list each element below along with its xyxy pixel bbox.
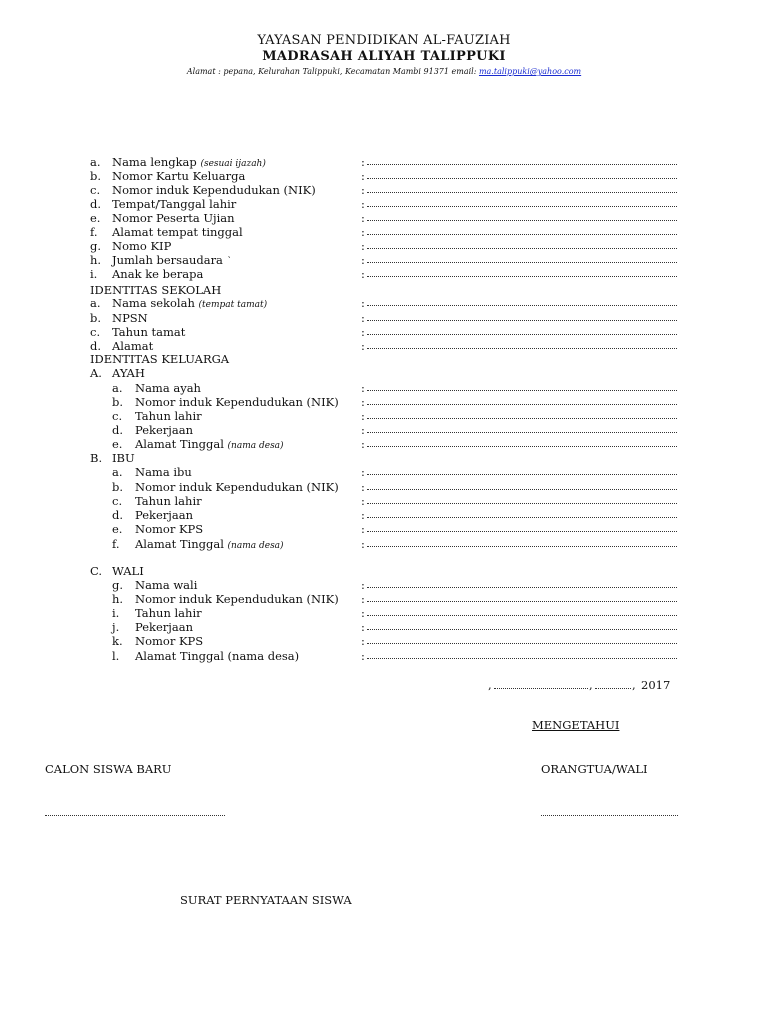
field-colon: : (361, 211, 365, 225)
item-label-text: Tempat/Tanggal lahir (112, 197, 237, 211)
guardian-item-row (0, 578, 768, 592)
item-marker: b. (90, 311, 102, 325)
guardian-item-row (0, 606, 768, 620)
personal-item-row (0, 253, 768, 267)
fill-in-line[interactable] (367, 404, 677, 405)
student-sign-label: CALON SISWA BARU (45, 762, 172, 776)
field-colon: : (361, 339, 365, 353)
item-label-text: Tahun lahir (135, 409, 202, 423)
mother-item-row (0, 522, 768, 536)
field-colon: : (361, 508, 365, 522)
fill-in-line[interactable] (367, 192, 677, 193)
item-marker: C. (90, 564, 103, 578)
field-colon: : (361, 239, 365, 253)
item-label-text: Nama sekolah (112, 296, 195, 310)
mother-item-row (0, 494, 768, 508)
field-colon: : (361, 465, 365, 479)
fill-in-line[interactable] (367, 234, 677, 235)
item-label-text: NPSN (112, 311, 148, 325)
field-colon: : (361, 225, 365, 239)
field-colon: : (361, 253, 365, 267)
field-colon: : (361, 325, 365, 339)
field-colon: : (361, 183, 365, 197)
school-item-row (0, 296, 768, 310)
father-item-row (0, 381, 768, 395)
item-label-text: IDENTITAS SEKOLAH (90, 283, 222, 297)
fill-in-line[interactable] (367, 615, 677, 616)
item-marker: d. (90, 197, 102, 211)
fill-in-line[interactable] (367, 432, 677, 433)
item-marker: f. (90, 225, 98, 239)
parent-sign-label: ORANGTUA/WALI (541, 762, 648, 776)
date-comma-1: , (488, 678, 492, 692)
personal-item-row (0, 225, 768, 239)
item-note: (nama desa) (227, 541, 284, 551)
item-label-text: Nomor KPS (135, 522, 204, 536)
item-marker: i. (90, 267, 98, 281)
school-item-row (0, 339, 768, 353)
item-label-text: Nomor induk Kependudukan (NIK) (112, 183, 316, 197)
item-label-text: Alamat tempat tinggal (112, 225, 243, 239)
fill-in-line[interactable] (367, 262, 677, 263)
field-colon: : (361, 494, 365, 508)
item-label-text: WALI (112, 564, 144, 578)
father-item-row (0, 409, 768, 423)
ibu-heading (0, 451, 768, 465)
item-label-text: Alamat Tinggal (135, 537, 224, 551)
item-label-text: Nomo KIP (112, 239, 172, 253)
item-label-text: Tahun tamat (112, 325, 186, 339)
item-label-text: Alamat Tinggal (135, 437, 224, 451)
personal-item-row (0, 169, 768, 183)
item-marker: a. (90, 296, 101, 310)
school-name: MADRASAH ALIYAH TALIPPUKI (262, 49, 506, 64)
fill-in-line[interactable] (367, 601, 677, 602)
personal-item-row (0, 267, 768, 281)
father-item-row (0, 437, 768, 451)
item-label-text: Nama ayah (135, 381, 201, 395)
item-label-text: Nama lengkap (112, 155, 197, 169)
item-label (112, 267, 203, 283)
item-label-text: Nama ibu (135, 465, 192, 479)
fill-in-line[interactable] (367, 489, 677, 490)
personal-item-row (0, 211, 768, 225)
fill-in-line[interactable] (367, 320, 677, 321)
field-colon: : (361, 267, 365, 281)
fill-in-line[interactable] (367, 164, 677, 165)
mother-item-row (0, 508, 768, 522)
field-colon: : (361, 578, 365, 592)
fill-in-line[interactable] (367, 305, 677, 306)
item-note: (tempat tamat) (198, 300, 268, 310)
item-marker: e. (112, 437, 123, 451)
item-label-text: Anak ke berapa (112, 267, 204, 281)
item-marker: b. (112, 480, 124, 494)
school-item-row (0, 311, 768, 325)
personal-item-row (0, 197, 768, 211)
item-label-text: Pekerjaan (135, 423, 193, 437)
date-day-line[interactable] (595, 688, 631, 689)
item-label (112, 366, 145, 380)
item-label-text: Alamat Tinggal (nama desa) (135, 649, 300, 663)
item-marker: b. (112, 395, 124, 409)
item-label-text: IBU (112, 451, 135, 465)
item-label-text: Alamat (112, 339, 154, 353)
item-marker: c. (112, 409, 123, 423)
item-marker: l. (112, 649, 120, 663)
fill-in-line[interactable] (367, 276, 677, 277)
item-marker: j. (112, 620, 120, 634)
item-label (90, 352, 229, 366)
item-label-text: Nomor Peserta Ujian (112, 211, 235, 225)
guardian-item-row (0, 620, 768, 634)
date-comma-3: , (632, 678, 636, 692)
item-marker: f. (112, 537, 120, 551)
field-colon: : (361, 592, 365, 606)
item-note: (sesuai ijazah) (200, 159, 266, 169)
fill-in-line[interactable] (367, 643, 677, 644)
item-marker: e. (90, 211, 101, 225)
item-marker: g. (90, 239, 102, 253)
fill-in-line[interactable] (367, 474, 677, 475)
item-marker: h. (112, 592, 124, 606)
fill-in-line[interactable] (367, 206, 677, 207)
fill-in-line[interactable] (367, 517, 677, 518)
item-label (90, 283, 221, 297)
fill-in-line[interactable] (367, 531, 677, 532)
item-marker: h. (90, 253, 102, 267)
item-marker: e. (112, 522, 123, 536)
item-marker: c. (90, 183, 101, 197)
fill-in-line[interactable] (367, 220, 677, 221)
item-label-text: Nomor induk Kependudukan (NIK) (135, 480, 339, 494)
guardian-item-row (0, 649, 768, 663)
fill-in-line[interactable] (367, 446, 677, 447)
fill-in-line[interactable] (367, 348, 677, 349)
field-colon: : (361, 634, 365, 648)
item-label-text: Nomor KPS (135, 634, 204, 648)
item-label (135, 537, 284, 553)
field-colon: : (361, 296, 365, 310)
item-label (135, 522, 203, 538)
foundation-name: YAYASAN PENDIDIKAN AL-FAUZIAH (257, 33, 511, 48)
field-colon: : (361, 522, 365, 536)
item-marker: d. (112, 423, 124, 437)
guardian-item-row (0, 592, 768, 606)
mengetahui-label: MENGETAHUI (532, 718, 620, 732)
field-colon: : (361, 155, 365, 169)
item-marker: k. (112, 634, 123, 648)
school-item-row (0, 325, 768, 339)
item-label-text: Pekerjaan (135, 620, 193, 634)
fill-in-line[interactable] (367, 248, 677, 249)
fill-in-line[interactable] (367, 629, 677, 630)
item-label-text: Tahun lahir (135, 606, 202, 620)
mother-item-row (0, 465, 768, 479)
field-colon: : (361, 169, 365, 183)
item-label-text: Nama wali (135, 578, 198, 592)
item-marker: A. (90, 366, 102, 380)
date-place-line[interactable] (494, 688, 588, 689)
field-colon: : (361, 311, 365, 325)
field-colon: : (361, 395, 365, 409)
address-text: Alamat : pepana, Kelurahan Talippuki, Kecamatan Mambi 91371 email: (186, 67, 479, 76)
item-label-text: Tahun lahir (135, 494, 202, 508)
item-label (112, 564, 144, 578)
fill-in-line[interactable] (367, 587, 677, 588)
field-colon: : (361, 620, 365, 634)
item-label (112, 296, 267, 312)
item-marker: g. (112, 578, 124, 592)
parent-signature-line[interactable] (541, 815, 678, 816)
section2-heading (0, 352, 768, 366)
field-colon: : (361, 649, 365, 663)
item-marker: a. (90, 155, 101, 169)
section1-heading (0, 283, 768, 297)
fill-in-line[interactable] (367, 546, 677, 547)
item-note: ` (226, 257, 232, 267)
fill-in-line[interactable] (367, 178, 677, 179)
item-label (135, 649, 299, 665)
field-colon: : (361, 537, 365, 551)
mother-item-row (0, 537, 768, 551)
item-marker: d. (112, 508, 124, 522)
fill-in-line[interactable] (367, 418, 677, 419)
item-label (135, 465, 192, 481)
fill-in-line[interactable] (367, 390, 677, 391)
item-marker: a. (112, 465, 123, 479)
student-signature-line[interactable] (45, 815, 225, 816)
fill-in-line[interactable] (367, 503, 677, 504)
item-label-text: IDENTITAS KELUARGA (90, 352, 230, 366)
item-marker: d. (90, 339, 102, 353)
item-note: (nama desa) (227, 441, 284, 451)
item-label (135, 634, 203, 650)
item-label-text: Nomor Kartu Keluarga (112, 169, 246, 183)
guardian-item-row (0, 634, 768, 648)
item-label (112, 451, 135, 465)
field-colon: : (361, 437, 365, 451)
item-label-text: Pekerjaan (135, 508, 193, 522)
date-comma-2: , (589, 678, 593, 692)
field-colon: : (361, 606, 365, 620)
personal-item-row (0, 239, 768, 253)
item-marker: c. (112, 494, 123, 508)
father-item-row (0, 423, 768, 437)
mother-item-row (0, 480, 768, 494)
statement-title: SURAT PERNYATAAN SISWA (180, 893, 352, 907)
ayah-heading (0, 366, 768, 380)
item-label-text: Nomor induk Kependudukan (NIK) (135, 592, 339, 606)
father-item-row (0, 395, 768, 409)
item-marker: a. (112, 381, 123, 395)
fill-in-line[interactable] (367, 658, 677, 659)
field-colon: : (361, 197, 365, 211)
field-colon: : (361, 409, 365, 423)
item-label-text: Nomor induk Kependudukan (NIK) (135, 395, 339, 409)
personal-item-row (0, 183, 768, 197)
item-marker: b. (90, 169, 102, 183)
school-address (0, 67, 768, 76)
field-colon: : (361, 381, 365, 395)
item-label-text: Jumlah bersaudara (112, 253, 223, 267)
field-colon: : (361, 423, 365, 437)
field-colon: : (361, 480, 365, 494)
wali-heading (0, 564, 768, 578)
item-label-text: AYAH (112, 366, 145, 380)
email-link[interactable]: ma.talippuki@yahoo.com (478, 67, 582, 76)
item-marker: c. (90, 325, 101, 339)
item-marker: B. (90, 451, 103, 465)
personal-item-row (0, 155, 768, 169)
date-year: 2017 (641, 678, 671, 692)
item-marker: i. (112, 606, 120, 620)
fill-in-line[interactable] (367, 334, 677, 335)
